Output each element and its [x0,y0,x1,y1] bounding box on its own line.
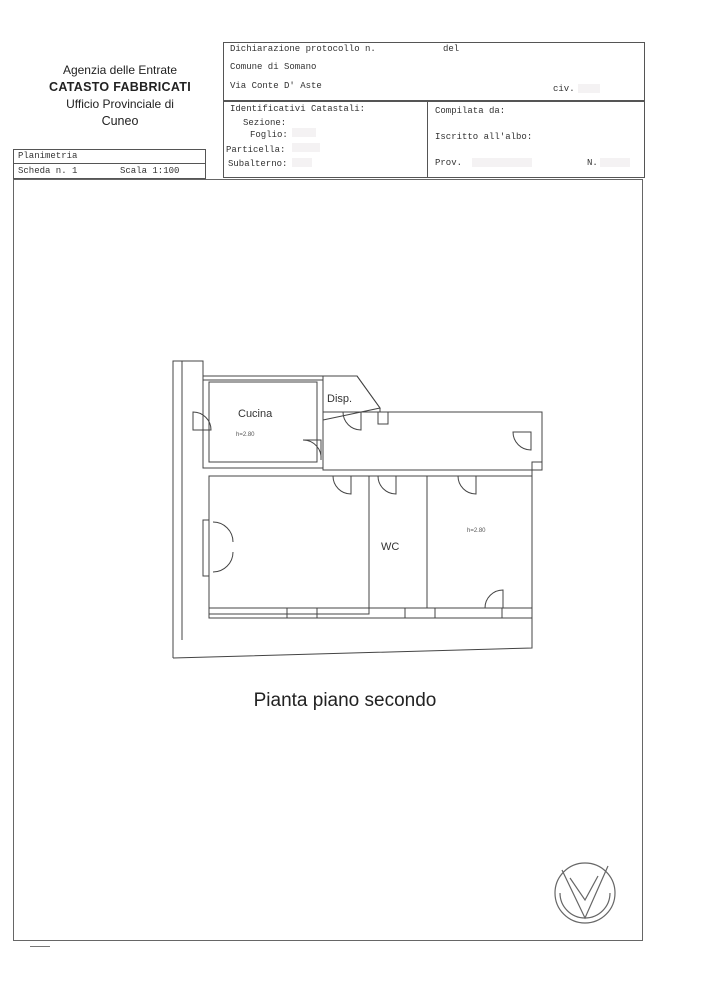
sezione-label: Sezione: [243,118,287,128]
living-room-walls [209,476,369,614]
subalterno-label: Subalterno: [228,159,288,169]
corridor-walls [323,412,542,470]
door-disp [343,412,361,430]
window-2 [405,608,435,618]
prov-label: Prov. [435,158,463,168]
dichiarazione-label: Dichiarazione protocollo n. [230,44,376,54]
planimetria-label: Planimetria [18,151,78,161]
n-label: N. [587,158,598,168]
kitchen-walls [203,376,323,468]
window-1 [287,608,317,618]
building-outline [173,361,542,658]
kitchen-inner [209,382,317,462]
room-label-cucina: Cucina [238,408,273,420]
agency-seal-icon [555,863,615,923]
iscritto-label: Iscritto all'albo: [435,132,533,142]
door-entrance [193,412,211,430]
room-height: h=2.80 [467,528,486,534]
french-window [203,520,209,576]
scheda-label: Scheda n. 1 [18,166,78,176]
door-wc [378,476,396,494]
particella-label: Particella: [226,145,286,155]
window-3 [502,608,532,618]
bedroom-walls [427,476,532,608]
comune-text: Comune di Somano [230,62,317,72]
del-label: del [443,44,460,54]
plan-title: Pianta piano secondo [253,690,437,711]
office-label: Ufficio Provinciale di [66,97,174,111]
via-text: Via Conte D' Aste [230,81,322,91]
civ-label: civ. [553,84,575,94]
chimney-box [378,412,388,424]
identificativi-title: Identificativi Catastali: [230,104,366,114]
door-balcony [485,590,503,608]
corner-mark [30,946,50,947]
door-bedroom [458,476,476,494]
office-city: Cuneo [101,114,139,128]
french-door-bottom [213,552,233,572]
door-living [333,476,351,494]
catasto-title: CATASTO FABBRICATI [49,80,191,94]
room-label-wc: WC [381,541,400,553]
scala-label: Scala 1:100 [120,166,180,176]
compilata-label: Compilata da: [435,106,506,116]
foglio-label: Foglio: [250,130,288,140]
door-corridor-end [513,432,531,450]
bottom-wall [209,608,532,618]
room-label-disp: Disp. [327,393,353,405]
door-kitchen [303,440,321,460]
french-door-top [213,522,233,542]
agency-name: Agenzia delle Entrate [62,63,178,77]
kitchen-height: h=2.80 [236,432,255,438]
